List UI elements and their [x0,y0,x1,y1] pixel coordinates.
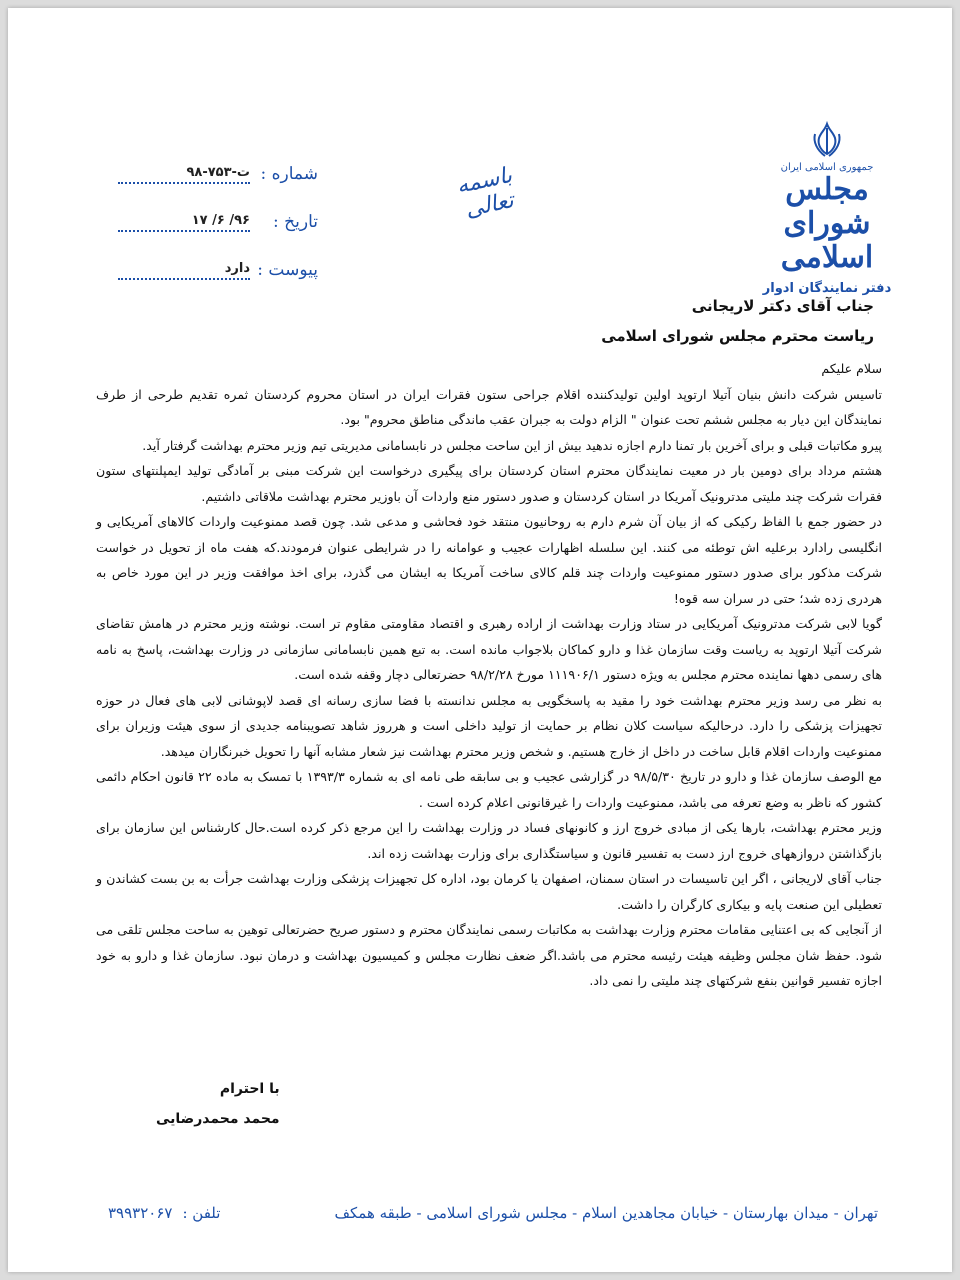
phone-value: ۳۹۹۳۲۰۶۷ [108,1204,173,1222]
footer-address: تهران - میدان بهارستان - خیابان مجاهدین اسلام - مجلس شورای اسلامی - طبقه همکف [334,1204,878,1222]
body-paragraph: از آنجایی که بی اعتنایی مقامات محترم وزارت بهداشت به مکاتبات رسمی نمایندگان محترم و دستور صریح حضرتعالی توهین به ساحت مجلس تلقی می شود. حفظ شان مجلس وظیفه هیئت رئیسه محترم می باشد.اگر ضعف نظارت مجلس و کمیسیون بهداشت و درمان نبود. سازمان غذا و دارو به خود اجازه تفسیر قوانین بنفع شرکتهای چند ملیتی را نمی داد. [96,922,882,988]
number-row [118,136,318,184]
date-row [118,184,318,232]
body-paragraph: در حضور جمع با الفاظ رکیکی که از بیان آن شرم دارم به روحانیون منتقد خود فحاشی و مدعی شد. چون قصد ممنوعیت واردات کالاهای آمریکایی و انگلیسی رادارد برعلیه اش توطئه می کنند. این سلسله اظهارات عجیب و عوامانه را در شرایطی عنوان فرمودند.که هفت ماه از تحویل در خواست شرکت مذکور برای صدور دستور ممنوعیت واردات چند قلم کالای ساخت آمریکا به ایشان می گذرد، برای اخذ موافقت وزیر در این مورد خاص به هردری زده شد؛ حتی در سران سه قوه! [96,514,882,606]
iran-emblem-icon [807,120,847,160]
body-paragraph: پیرو مکاتبات قبلی و برای آخرین بار تمنا دارم اجازه ندهید بیش از این ساحت مجلس در نابسامانی مدیریتی تیم وزیر محترم بهداشت گرفتار آید. [142,437,882,453]
attachment-row [118,232,318,280]
body-paragraph: تاسیس شرکت دانش بنیان آتیلا ارتوپد اولین تولیدکننده اقلام جراحی ستون فقرات ایران در استان محروم کردستان ثمره تقدیم طرحی از طرف نمایندگان این دیار به مجلس ششم تحت عنوان " الزام دولت به جبران عقب ماندگی مناطق محروم" بود. [96,386,882,427]
phone-label: تلفن : [182,1204,221,1222]
addressee-name: جناب آقای دکتر لاریجانی [691,297,874,315]
office-label: دفتر نمایندگان ادوار [762,281,892,296]
number-value: ت-۷۵۳-۹۸ [118,165,250,184]
republic-label: جمهوری اسلامی ایران [780,162,874,173]
regards: با احترام [219,1081,280,1097]
letter-meta [118,136,318,280]
letter-footer [108,1204,878,1222]
footer-phone [108,1204,220,1222]
addressee-title: ریاست محترم مجلس شورای اسلامی [601,327,874,345]
addressee [601,291,874,351]
number-label: شماره : [260,164,318,184]
attachment-value: دارد [118,261,250,280]
invocation: باسمه تعالی [454,162,516,223]
letterhead-emblem [762,120,892,296]
date-label: تاریخ : [273,212,318,232]
body-paragraph: وزیر محترم بهداشت، بارها یکی از مبادی خروج ارز و کانونهای فساد در وزارت بهداشت را این مرجع ذکر کرده است.حال کارشناس این سازمان برای بازگذاشتن دروازههای خروج ارز دست به تفسیر قانون و سیاستگذاری برای وزارت بهداشت زده اند. [96,820,882,861]
signer-name: محمد محمدرضایی [156,1111,280,1127]
attachment-label: پیوست : [257,260,318,280]
parliament-name: مجلس شورای اسلامی [780,172,874,275]
body-paragraph: هشتم مرداد برای دومین بار در معیت نمایندگان محترم استان کردستان برای پیگیری درخواست این شرکت مبنی بر آمادگی تولید ایمپلنتهای ستون فقرات شرکت چند ملیتی مدترونیک آمریکا در استان کردستان و صدور دستور منع واردات آن باوزیر محترم بهداشت ملاقاتی داشتیم. [96,463,882,504]
greeting: سلام علیکم [821,361,882,376]
body-paragraph: به نظر می رسد وزیر محترم بهداشت خود را مقید به پاسخگویی به مجلس ندانسته با فضا سازی رسانه ای قصد لاپوشانی لابی های فعال در حوزه تجهیزات پزشکی را دارد. درحالیکه سیاست کلان نظام بر حمایت از تولید داخلی است و هرروز شاهد تصویبنامه جدیدی از سوی هیئت وزیران برای ممنوعیت واردات اقلام قابل ساخت در داخل از خارج هستیم. و شخص وزیر محترم بهداشت نیز شعار مشابه آنها را تحویل خبرنگاران میدهد. [96,692,882,759]
body-paragraph: گویا لابی شرکت مدترونیک آمریکایی در ستاد وزارت بهداشت از اراده رهبری و اقتصاد مقاومتی مقاوم تر است. نوشته وزیر محترم در هامش تقاضای شرکت آتیلا ارتوپد به ریاست وقت سازمان غذا و دارو کماکان بلاجواب مانده است. به تبع همین نابسامانی سازمانی در وزارت بهداشت، پاسخ به نامه های رسمی دهها نماینده محترم مجلس به ویژه دستور ۱۱۱۹۰۶/۱ مورخ ۹۸/۲/۲۸ حضرتعالی دچار وقفه شده است. [96,616,882,682]
closing [156,1074,280,1134]
letter-page [8,8,952,1272]
letter-body [96,356,882,994]
date-value: ۹۶/ ۶/ ۱۷ [118,213,250,232]
body-paragraph: جناب آقای لاریجانی ، اگر این تاسیسات در استان سمنان، اصفهان یا کرمان بود، اداره کل تجهیزات پزشکی وزارت بهداشت جرأت به بن بست کشاندن و تعطیلی این صنعت پایه و بیکاری کارگران را داشت. [96,871,882,912]
body-paragraph: مع الوصف سازمان غذا و دارو در تاریخ ۹۸/۵/۳۰ در گزارشی عجیب و بی سابقه طی نامه ای به شماره ۱۳۹۳/۳ با تمسک به ماده ۲۲ قانون احکام دائمی کشور که ناظر به وضع تعرفه می باشد، ممنوعیت واردات را غیرقانونی اعلام کرده است . [96,769,882,810]
